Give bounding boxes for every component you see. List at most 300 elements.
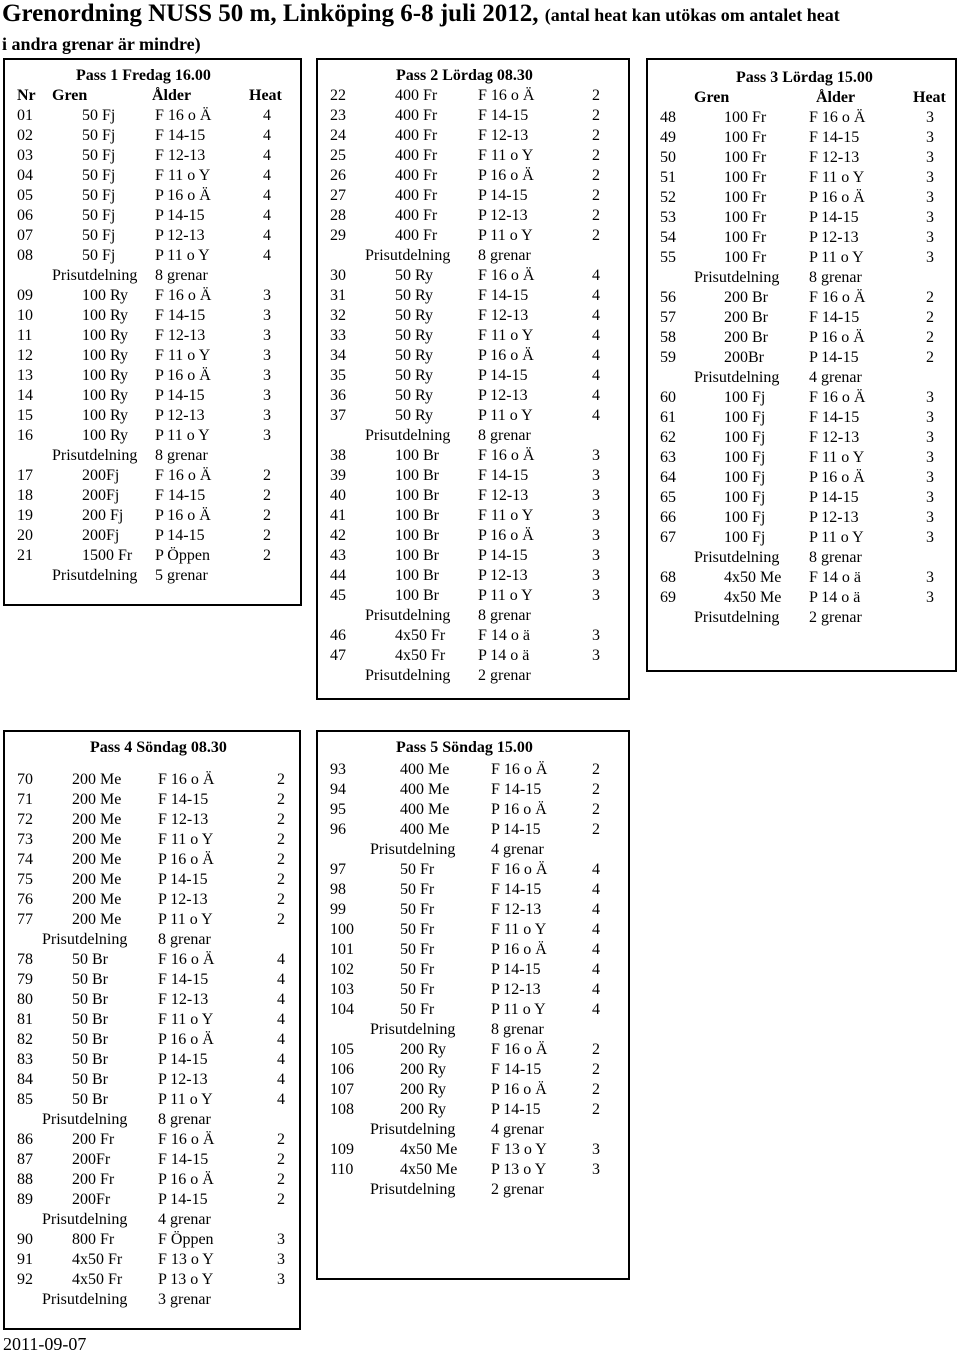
event-number: 40 [330, 487, 346, 504]
event-row [0, 508, 960, 528]
heat-count: 3 [926, 209, 934, 226]
event-stroke: 400 Fr [395, 127, 438, 144]
heat-count: 3 [926, 149, 934, 166]
prize-label: Prisutdelning [694, 269, 780, 286]
event-stroke: 4x50 Fr [395, 627, 446, 644]
heat-count: 3 [592, 647, 600, 664]
event-number: 67 [660, 529, 676, 546]
heat-count: 3 [592, 1161, 600, 1178]
age-group: F 16 o Ä [478, 447, 535, 464]
age-group: P 12-13 [809, 229, 859, 246]
event-number: 49 [660, 129, 676, 146]
age-group: F 12-13 [478, 487, 529, 504]
event-stroke: 100 Ry [82, 407, 129, 424]
event-stroke: 100 Fr [724, 189, 767, 206]
event-number: 58 [660, 329, 676, 346]
event-number: 62 [660, 429, 676, 446]
age-group: P 16 o Ä [155, 187, 211, 204]
age-group: P 14-15 [478, 187, 528, 204]
age-group: P 14-15 [491, 1101, 541, 1118]
event-row [0, 108, 960, 128]
event-row [0, 428, 960, 448]
heat-count: 3 [592, 587, 600, 604]
event-stroke: 100 Fj [724, 489, 766, 506]
event-row [0, 1100, 960, 1120]
event-number: 27 [330, 187, 346, 204]
event-stroke: 400 Fr [395, 147, 438, 164]
heat-count: 3 [926, 409, 934, 426]
event-stroke: 50 Br [72, 1091, 108, 1108]
event-stroke: 400 Fr [395, 227, 438, 244]
age-group: P 14-15 [155, 387, 205, 404]
heat-count: 4 [277, 1051, 285, 1068]
heat-count: 4 [263, 247, 271, 264]
age-group: P 11 o Y [491, 1001, 546, 1018]
heat-count: 3 [263, 367, 271, 384]
age-group: P 13 o Y [491, 1161, 547, 1178]
age-group: P 11 o Y [478, 407, 533, 424]
heat-count: 2 [592, 781, 600, 798]
event-stroke: 400 Me [400, 821, 450, 838]
event-stroke: 50 Fr [400, 1001, 435, 1018]
event-number: 31 [330, 287, 346, 304]
prize-count: 8 grenar [155, 267, 208, 284]
event-number: 30 [330, 267, 346, 284]
column-header-gren: Gren [694, 89, 730, 106]
heat-count: 4 [592, 1001, 600, 1018]
event-row [0, 1160, 960, 1180]
age-group: F 11 o Y [478, 327, 534, 344]
age-group: F 14 o ä [478, 627, 530, 644]
prize-label: Prisutdelning [52, 267, 138, 284]
age-group: P 11 o Y [809, 249, 864, 266]
event-number: 02 [17, 127, 33, 144]
age-group: F 12-13 [478, 307, 529, 324]
event-number: 21 [17, 547, 33, 564]
event-row [0, 1000, 960, 1020]
event-stroke: 100 Fj [724, 409, 766, 426]
age-group: P 14-15 [491, 961, 541, 978]
heat-count: 2 [277, 851, 285, 868]
event-number: 16 [17, 427, 33, 444]
event-number: 79 [17, 971, 33, 988]
event-stroke: 4x50 Fr [395, 647, 446, 664]
event-stroke: 50 Fj [82, 167, 116, 184]
age-group: P 16 o Ä [155, 507, 211, 524]
event-stroke: 4x50 Fr [72, 1271, 123, 1288]
event-row [0, 960, 960, 980]
event-stroke: 100 Fr [724, 149, 767, 166]
heat-count: 2 [592, 227, 600, 244]
heat-count: 4 [592, 407, 600, 424]
event-stroke: 100 Br [395, 507, 439, 524]
heat-count: 3 [263, 407, 271, 424]
event-row [0, 248, 960, 268]
heat-count: 3 [926, 589, 934, 606]
event-number: 105 [330, 1041, 354, 1058]
age-group: F 14 o ä [809, 569, 861, 586]
event-stroke: 100 Br [395, 447, 439, 464]
session-heading: Pass 4 Söndag 08.30 [90, 739, 227, 756]
event-stroke: 200Fj [82, 527, 120, 544]
age-group: F 16 o Ä [809, 109, 866, 126]
age-group: P 14 o ä [809, 589, 861, 606]
prize-count: 8 grenar [809, 269, 862, 286]
event-number: 06 [17, 207, 33, 224]
age-group: P 11 o Y [158, 911, 213, 928]
event-number: 28 [330, 207, 346, 224]
event-number: 110 [330, 1161, 354, 1178]
event-stroke: 200 Br [724, 329, 768, 346]
event-stroke: 400 Fr [395, 207, 438, 224]
event-number: 93 [330, 761, 346, 778]
event-stroke: 50 Br [72, 991, 108, 1008]
heat-count: 4 [592, 901, 600, 918]
event-stroke: 200 Me [72, 831, 122, 848]
column-header-nr: Nr [17, 87, 36, 104]
event-number: 34 [330, 347, 346, 364]
age-group: F 16 o Ä [491, 1041, 548, 1058]
age-group: P 16 o Ä [478, 527, 534, 544]
event-number: 11 [17, 327, 33, 344]
heat-count: 3 [926, 169, 934, 186]
heat-count: 4 [592, 327, 600, 344]
event-stroke: 200 Me [72, 791, 122, 808]
event-stroke: 50 Fj [82, 107, 116, 124]
heat-count: 3 [926, 569, 934, 586]
heat-count: 4 [263, 207, 271, 224]
event-stroke: 100 Fr [724, 209, 767, 226]
event-number: 82 [17, 1031, 33, 1048]
event-number: 81 [17, 1011, 33, 1028]
document-title [2, 0, 958, 58]
age-group: P 14-15 [809, 489, 859, 506]
prize-count: 4 grenar [491, 1121, 544, 1138]
prize-count: 2 grenar [491, 1181, 544, 1198]
event-row [0, 1080, 960, 1100]
prize-count: 8 grenar [158, 931, 211, 948]
event-stroke: 50 Br [72, 971, 108, 988]
event-number: 92 [17, 1271, 33, 1288]
event-number: 90 [17, 1231, 33, 1248]
event-row [0, 568, 960, 588]
heat-count: 2 [592, 1081, 600, 1098]
heat-count: 3 [263, 307, 271, 324]
event-number: 99 [330, 901, 346, 918]
age-group: P 16 o Ä [491, 1081, 547, 1098]
heat-count: 4 [592, 981, 600, 998]
event-number: 103 [330, 981, 354, 998]
event-number: 95 [330, 801, 346, 818]
event-number: 101 [330, 941, 354, 958]
title-note: (antal heat kan utökas om antalet heat [544, 5, 840, 25]
heat-count: 2 [592, 207, 600, 224]
heat-count: 2 [277, 1131, 285, 1148]
heat-count: 3 [592, 527, 600, 544]
prize-label: Prisutdelning [365, 667, 451, 684]
event-stroke: 50 Ry [395, 367, 434, 384]
event-number: 29 [330, 227, 346, 244]
event-number: 37 [330, 407, 346, 424]
heat-count: 3 [926, 129, 934, 146]
age-group: F 11 o Y [158, 831, 214, 848]
age-group: P 16 o Ä [478, 347, 534, 364]
heat-count: 4 [592, 881, 600, 898]
heat-count: 4 [592, 367, 600, 384]
age-group: P 14-15 [478, 547, 528, 564]
heat-count: 3 [926, 529, 934, 546]
event-number: 71 [17, 791, 33, 808]
event-number: 104 [330, 1001, 354, 1018]
event-number: 42 [330, 527, 346, 544]
prize-label: Prisutdelning [365, 247, 451, 264]
age-group: F 14-15 [809, 309, 860, 326]
heat-count: 2 [592, 107, 600, 124]
heat-count: 3 [263, 347, 271, 364]
event-number: 89 [17, 1191, 33, 1208]
event-stroke: 200 Fr [72, 1131, 115, 1148]
event-stroke: 400 Me [400, 781, 450, 798]
event-number: 85 [17, 1091, 33, 1108]
event-stroke: 100 Br [395, 567, 439, 584]
event-number: 53 [660, 209, 676, 226]
age-group: F 12-13 [491, 901, 542, 918]
event-stroke: 50 Fj [82, 127, 116, 144]
prize-label: Prisutdelning [52, 567, 138, 584]
prize-ceremony-row [0, 840, 960, 860]
event-number: 15 [17, 407, 33, 424]
heat-count: 2 [592, 1101, 600, 1118]
event-number: 48 [660, 109, 676, 126]
event-stroke: 200Fj [82, 487, 120, 504]
prize-label: Prisutdelning [694, 369, 780, 386]
age-group: F 16 o Ä [478, 267, 535, 284]
event-number: 73 [17, 831, 33, 848]
age-group: F 13 o Y [158, 1251, 214, 1268]
heat-count: 3 [263, 287, 271, 304]
column-headers [0, 88, 960, 108]
column-header-heat: Heat [249, 87, 282, 104]
event-number: 66 [660, 509, 676, 526]
event-number: 45 [330, 587, 346, 604]
age-group: P 16 o Ä [158, 851, 214, 868]
heat-count: 2 [592, 821, 600, 838]
age-group: P 12-13 [478, 567, 528, 584]
event-stroke: 100 Fr [724, 109, 767, 126]
event-stroke: 100 Fr [724, 249, 767, 266]
event-number: 14 [17, 387, 33, 404]
event-row [0, 288, 960, 308]
event-stroke: 100 Ry [82, 367, 129, 384]
event-stroke: 50 Fr [400, 921, 435, 938]
age-group: F 14-15 [809, 409, 860, 426]
age-group: F 14-15 [158, 1151, 209, 1168]
age-group: P 12-13 [478, 207, 528, 224]
event-number: 44 [330, 567, 346, 584]
age-group: P 16 o Ä [158, 1171, 214, 1188]
event-stroke: 200 Ry [400, 1081, 447, 1098]
heat-count: 2 [277, 1191, 285, 1208]
event-number: 33 [330, 327, 346, 344]
event-number: 84 [17, 1071, 33, 1088]
prize-count: 2 grenar [478, 667, 531, 684]
heat-count: 4 [592, 941, 600, 958]
event-stroke: 200 Fj [82, 507, 124, 524]
age-group: F 16 o Ä [809, 289, 866, 306]
prize-ceremony-row [0, 1290, 960, 1310]
event-stroke: 200 Me [72, 771, 122, 788]
event-number: 43 [330, 547, 346, 564]
event-stroke: 50 Ry [395, 307, 434, 324]
age-group: F 14-15 [809, 129, 860, 146]
event-number: 109 [330, 1141, 354, 1158]
prize-label: Prisutdelning [370, 1021, 456, 1038]
event-number: 102 [330, 961, 354, 978]
heat-count: 2 [277, 911, 285, 928]
age-group: F 16 o Ä [155, 467, 212, 484]
event-row [0, 188, 960, 208]
heat-count: 2 [592, 761, 600, 778]
age-group: F 11 o Y [809, 449, 865, 466]
prize-count: 8 grenar [491, 1021, 544, 1038]
event-row [0, 780, 960, 800]
event-number: 106 [330, 1061, 354, 1078]
age-group: F 12-13 [158, 811, 209, 828]
age-group: F 12-13 [158, 991, 209, 1008]
event-stroke: 200 Me [72, 811, 122, 828]
event-stroke: 200Br [724, 349, 764, 366]
event-number: 88 [17, 1171, 33, 1188]
event-stroke: 100 Ry [82, 287, 129, 304]
age-group: P 11 o Y [155, 427, 210, 444]
event-row [0, 528, 960, 548]
event-number: 41 [330, 507, 346, 524]
title-note-continued: i andra grenar är mindre) [2, 34, 201, 54]
prize-count: 8 grenar [478, 247, 531, 264]
heat-count: 4 [277, 971, 285, 988]
event-number: 69 [660, 589, 676, 606]
event-number: 56 [660, 289, 676, 306]
age-group: P 14-15 [478, 367, 528, 384]
event-number: 54 [660, 229, 676, 246]
heat-count: 4 [592, 961, 600, 978]
age-group: P 16 o Ä [809, 469, 865, 486]
event-row [0, 860, 960, 880]
event-number: 46 [330, 627, 346, 644]
heat-count: 4 [263, 167, 271, 184]
age-group: P 12-13 [491, 981, 541, 998]
heat-count: 3 [926, 429, 934, 446]
event-number: 97 [330, 861, 346, 878]
age-group: P 16 o Ä [491, 801, 547, 818]
event-stroke: 50 Ry [395, 327, 434, 344]
age-group: F 11 o Y [155, 167, 211, 184]
age-group: P 14 o ä [478, 647, 530, 664]
event-number: 63 [660, 449, 676, 466]
heat-count: 4 [263, 107, 271, 124]
age-group: F 11 o Y [478, 147, 534, 164]
event-stroke: 4x50 Fr [72, 1251, 123, 1268]
event-row [0, 760, 960, 780]
age-group: P 11 o Y [478, 227, 533, 244]
event-stroke: 50 Br [72, 1051, 108, 1068]
age-group: F 11 o Y [158, 1011, 214, 1028]
age-group: F 14-15 [155, 307, 206, 324]
event-number: 68 [660, 569, 676, 586]
event-number: 100 [330, 921, 354, 938]
age-group: P 14-15 [155, 527, 205, 544]
heat-count: 2 [277, 831, 285, 848]
age-group: P 14-15 [158, 871, 208, 888]
age-group: F 16 o Ä [155, 287, 212, 304]
event-row [0, 1140, 960, 1160]
session-heading: Pass 5 Söndag 15.00 [396, 739, 533, 756]
event-number: 13 [17, 367, 33, 384]
heat-count: 4 [277, 1071, 285, 1088]
event-number: 24 [330, 127, 346, 144]
session-heading: Pass 2 Lördag 08.30 [396, 67, 533, 84]
event-row [0, 328, 960, 348]
event-number: 96 [330, 821, 346, 838]
event-number: 09 [17, 287, 33, 304]
event-stroke: 200 Ry [400, 1041, 447, 1058]
heat-count: 4 [592, 287, 600, 304]
heat-count: 3 [592, 507, 600, 524]
age-group: F 14-15 [478, 287, 529, 304]
heat-count: 2 [926, 289, 934, 306]
heat-count: 4 [592, 307, 600, 324]
event-number: 39 [330, 467, 346, 484]
event-stroke: 400 Fr [395, 187, 438, 204]
age-group: P 16 o Ä [155, 367, 211, 384]
age-group: P 14-15 [155, 207, 205, 224]
heat-count: 3 [592, 1141, 600, 1158]
event-stroke: 200Fr [72, 1151, 111, 1168]
age-group: F 16 o Ä [491, 761, 548, 778]
prize-count: 4 grenar [809, 369, 862, 386]
heat-count: 2 [592, 87, 600, 104]
age-group: P 14-15 [158, 1191, 208, 1208]
event-stroke: 200 Br [724, 289, 768, 306]
event-number: 03 [17, 147, 33, 164]
heat-count: 4 [592, 267, 600, 284]
age-group: F 11 o Y [478, 507, 534, 524]
event-row [0, 488, 960, 508]
event-stroke: 50 Fj [82, 187, 116, 204]
heat-count: 2 [926, 349, 934, 366]
event-row [0, 1040, 960, 1060]
event-row [0, 468, 960, 488]
event-row [0, 588, 960, 608]
heat-count: 3 [263, 327, 271, 344]
event-stroke: 100 Ry [82, 327, 129, 344]
age-group: F 14-15 [478, 467, 529, 484]
age-group: P 16 o Ä [491, 941, 547, 958]
event-stroke: 800 Fr [72, 1231, 115, 1248]
event-stroke: 50 Ry [395, 287, 434, 304]
event-row [0, 920, 960, 940]
age-group: F 16 o Ä [491, 861, 548, 878]
event-number: 78 [17, 951, 33, 968]
age-group: P 12-13 [158, 1071, 208, 1088]
prize-label: Prisutdelning [42, 1211, 128, 1228]
heat-count: 4 [263, 127, 271, 144]
heat-count: 4 [277, 1011, 285, 1028]
prize-count: 4 grenar [491, 841, 544, 858]
age-group: F 16 o Ä [158, 951, 215, 968]
event-stroke: 100 Br [395, 587, 439, 604]
event-stroke: 50 Fr [400, 881, 435, 898]
